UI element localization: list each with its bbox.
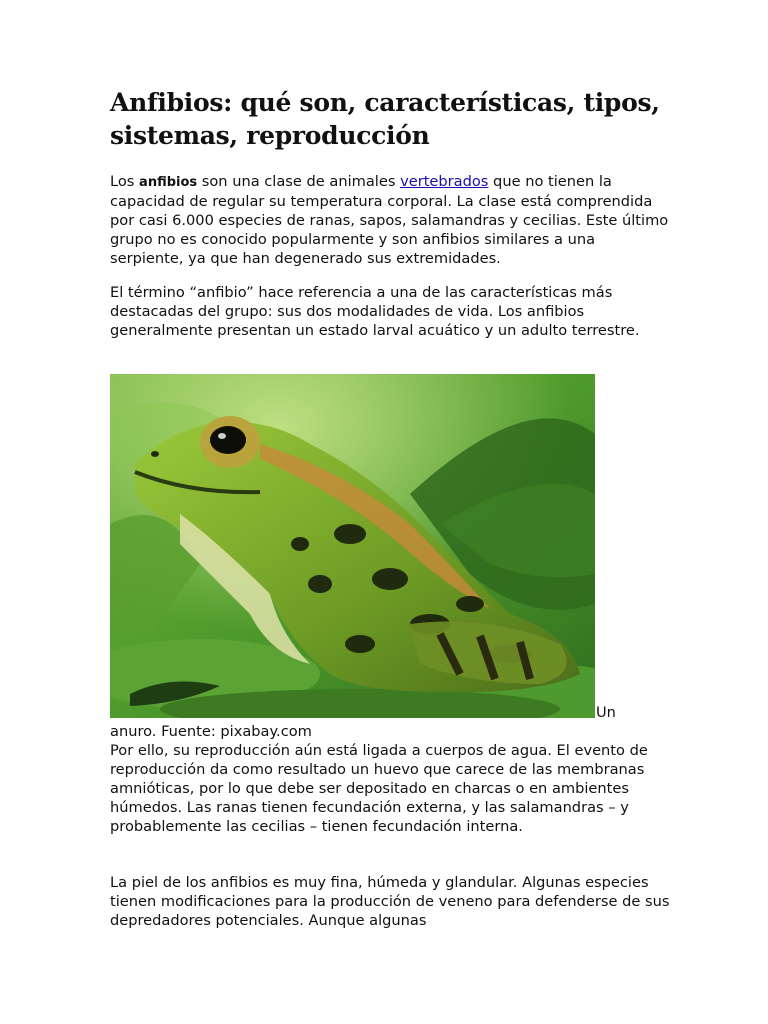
intro-text-end: que no tienen la capacidad de regular su temperatura corporal. La clase está comprendida por casi 6.000 especies de ranas, sapos, salamandras y cecilias. Este último grupo no es conocido popularmente y son anfibios similares a una serpiente, ya que han degenerado sus extremidades. <box>110 173 669 267</box>
intro-text-start: Los <box>110 173 140 190</box>
frog-photo <box>110 374 595 718</box>
vertebrados-link[interactable]: vertebrados <box>400 173 489 190</box>
image-caption-start: Un <box>596 704 616 721</box>
reproduction-paragraph: Por ello, su reproducción aún está ligada a cuerpos de agua. El evento de reproducción da como resultado un huevo que carece de las membranas amnióticas, por lo que debe ser depositado en charcas o en ambientes húmedos. Las ranas tienen fecundación externa, y las salamandras – y probablemente las cecilias – tienen fecundación interna. <box>110 742 648 835</box>
article-title: Anfibios: qué son, características, tipos, sistemas, reproducción <box>110 88 660 150</box>
image-caption-source: anuro. Fuente: pixabay.com <box>110 723 312 740</box>
bold-term-anfibios: anfibios <box>139 175 198 190</box>
intro-text-middle: son una clase de animales <box>197 173 401 190</box>
skin-paragraph: La piel de los anfibios es muy fina, húmeda y glandular. Algunas especies tienen modificaciones para la producción de veneno para defenderse de sus depredadores potenciales. Aunque algunas <box>110 874 670 929</box>
term-paragraph: El término “anfibio” hace referencia a una de las características más destacadas del grupo: sus dos modalidades de vida. Los anfibios generalmente presentan un estado larval acuático y un adulto terrestre. <box>110 284 640 339</box>
intro-paragraph <box>110 172 670 268</box>
